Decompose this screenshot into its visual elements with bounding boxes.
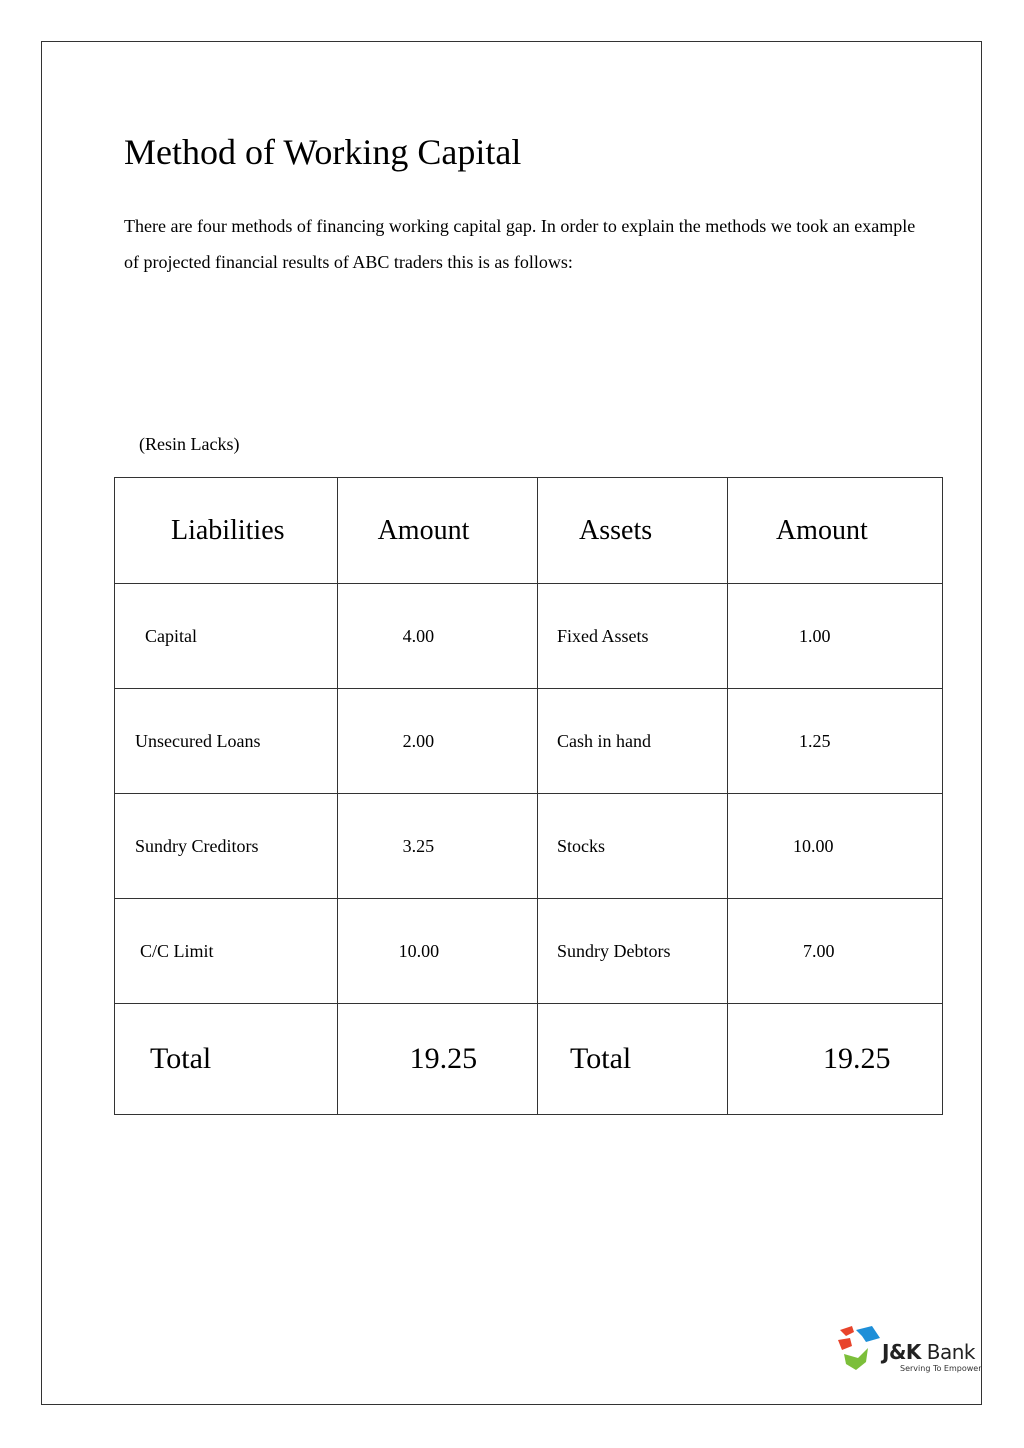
intro-paragraph: There are four methods of financing working capital gap. In order to explain the methods we took an example of projected financial results of ABC traders this is as follows: [124,216,916,272]
total-label-liabilities: Total [115,1004,338,1115]
balance-sheet-table [114,477,943,1115]
page-title: Method of Working Capital [124,132,522,172]
cell-amount: 10.00 [727,794,942,899]
cell-amount: 1.00 [727,584,942,689]
header-amount-liabilities: Amount [337,478,537,584]
jk-bank-logo [836,1324,986,1376]
cell-liability: Capital [115,584,338,689]
table-row [115,794,943,899]
header-liabilities: Liabilities [115,478,338,584]
total-label-assets: Total [538,1004,728,1115]
cell-asset: Stocks [538,794,728,899]
logo-brand-bold: J&K [882,1340,921,1364]
table-header-row [115,478,943,584]
total-amount-liabilities: 19.25 [337,1004,537,1115]
cell-asset: Fixed Assets [538,584,728,689]
table-row [115,689,943,794]
cell-liability: C/C Limit [115,899,338,1004]
cell-amount: 7.00 [727,899,942,1004]
header-amount-assets: Amount [727,478,942,584]
units-note: (Resin Lacks) [139,434,240,454]
cell-asset: Cash in hand [538,689,728,794]
table-total-row [115,1004,943,1115]
cell-amount: 1.25 [727,689,942,794]
header-assets: Assets [538,478,728,584]
logo-brand-rest: Bank [920,1340,975,1364]
total-amount-assets: 19.25 [727,1004,942,1115]
cell-liability: Sundry Creditors [115,794,338,899]
cell-amount: 10.00 [337,899,537,1004]
cell-amount: 2.00 [337,689,537,794]
logo-tagline: Serving To Empower [900,1364,982,1373]
cell-amount: 4.00 [337,584,537,689]
cell-liability: Unsecured Loans [115,689,338,794]
logo-brand-text [882,1340,975,1364]
cell-amount: 3.25 [337,794,537,899]
cell-asset: Sundry Debtors [538,899,728,1004]
jk-bank-emblem-icon [836,1324,886,1374]
table-row [115,584,943,689]
table-row [115,899,943,1004]
